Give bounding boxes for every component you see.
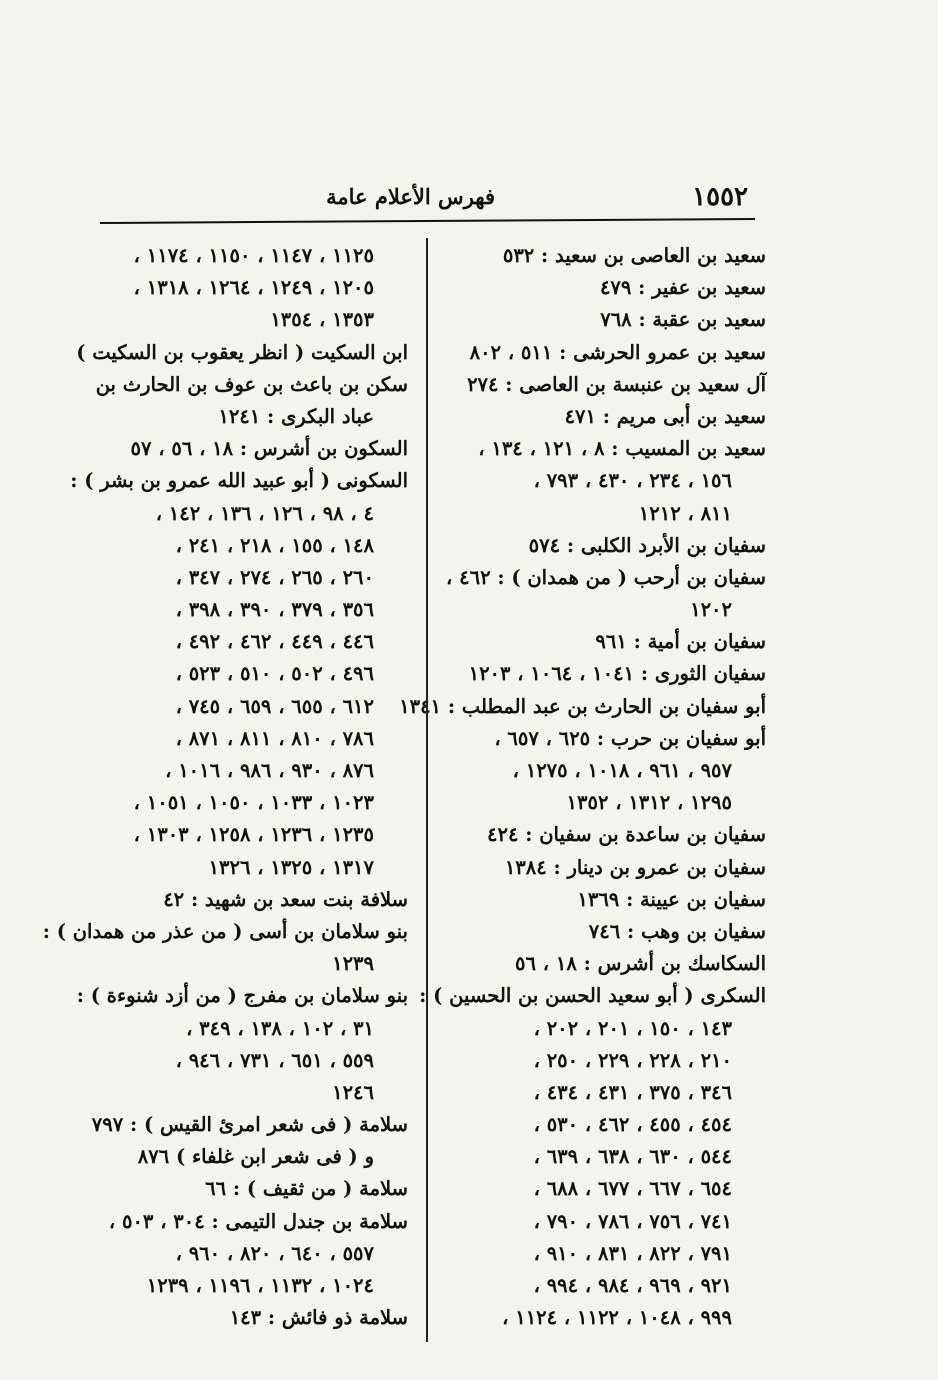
index-entry-line: سعيد بن عقبة : ٧٦٨ (600, 308, 766, 332)
index-entry-line: سفيان بن وهب : ٧٤٦ (588, 919, 766, 943)
index-entry-line: السكرى ( أبو سعيد الحسن بن الحسين ) : (419, 984, 766, 1008)
index-entry-line: سعيد بن أبى مريم : ٤٧١ (564, 404, 766, 428)
index-entry-line: ١١٢٥ ، ١١٤٧ ، ١١٥٠ ، ١١٧٤ ، (133, 244, 374, 267)
index-entry-line: أبو سفيان بن حرب : ٦٢٥ ، ٦٥٧ ، (494, 726, 766, 750)
index-entry-line: ١٢٠٥ ، ١٢٤٩ ، ١٢٦٤ ، ١٣١٨ ، (133, 276, 374, 300)
index-entry-line: ٨٧٦ ، ٩٣٠ ، ٩٨٦ ، ١٠١٦ ، (165, 759, 374, 782)
index-entry-line: ٤٩٦ ، ٥٠٢ ، ٥١٠ ، ٥٢٣ ، (175, 662, 374, 686)
index-entry-line: ١٣٥٣ ، ١٣٥٤ (270, 308, 374, 332)
index-entry-line: آل سعيد بن عنبسة بن العاصى : ٢٧٤ (467, 372, 766, 396)
index-entry-line: ٧٨٦ ، ٨١٠ ، ٨١١ ، ٨٧١ ، (175, 726, 374, 750)
index-entry-line: سفيان بن عمرو بن دينار : ١٣٨٤ (504, 855, 766, 879)
index-entry-line: ٨١١ ، ١٢١٢ (638, 501, 732, 525)
index-entry-line: عباد البكرى : ١٢٤١ (218, 404, 374, 428)
index-entry-line: ١٤٨ ، ١٥٥ ، ٢١٨ ، ٢٤١ ، (175, 533, 374, 557)
index-column-right (399, 240, 766, 1334)
index-entry-line: سعيد بن المسيب : ٨ ، ١٢١ ، ١٣٤ ، (478, 437, 766, 461)
index-entry-line: ٦٥٤ ، ٦٦٧ ، ٦٧٧ ، ٦٨٨ ، (533, 1177, 732, 1201)
index-entry-line: ٢٦٠ ، ٢٦٥ ، ٢٧٤ ، ٣٤٧ ، (175, 565, 374, 589)
index-entry-line: سفيان بن عيينة : ١٣٦٩ (577, 887, 766, 911)
index-entry-line: ٥٥٧ ، ٦٤٠ ، ٨٢٠ ، ٩٦٠ ، (175, 1241, 374, 1265)
index-entry-line: ٦١٢ ، ٦٥٥ ، ٦٥٩ ، ٧٤٥ ، (175, 694, 374, 718)
index-entry-line: ١٥٦ ، ٢٣٤ ، ٤٣٠ ، ٧٩٣ ، (533, 469, 732, 493)
index-entry-line: سفيان بن أمية : ٩٦١ (595, 630, 766, 654)
index-entry-line: ١٣١٧ ، ١٣٢٥ ، ١٣٢٦ (208, 855, 374, 879)
index-entry-line: بنو سلامان بن أسى ( من عذر من همدان ) : (42, 919, 408, 943)
index-entry-line: ٣٤٦ ، ٣٧٥ ، ٤٣١ ، ٤٣٤ ، (533, 1080, 732, 1104)
index-entry-line: ٩٥٧ ، ٩٦١ ، ١٠١٨ ، ١٢٧٥ ، (512, 759, 732, 782)
index-entry-line: السكونى ( أبو عبيد الله عمرو بن بشر ) : (70, 469, 408, 493)
index-entry-line: ٧٤١ ، ٧٥٦ ، ٧٨٦ ، ٧٩٠ ، (533, 1209, 732, 1233)
index-entry-line: سلامة ( فى شعر امرئ القيس ) : ٧٩٧ (91, 1113, 408, 1137)
column-divider (426, 238, 428, 1342)
index-entry-line: ٢١٠ ، ٢٢٨ ، ٢٢٩ ، ٢٥٠ ، (533, 1048, 732, 1072)
index-entry-line: أبو سفيان بن الحارث بن عبد المطلب : ١٣٤١ (399, 694, 766, 718)
index-entry-line: ٤٤٦ ، ٤٤٩ ، ٤٦٢ ، ٤٩٢ ، (175, 630, 374, 654)
index-entry-line: ٧٩١ ، ٨٢٢ ، ٨٣١ ، ٩١٠ ، (533, 1241, 732, 1265)
index-entry-line: ٤٥٤ ، ٤٥٥ ، ٤٦٢ ، ٥٣٠ ، (533, 1113, 732, 1137)
index-entry-line: ٣٥٦ ، ٣٧٩ ، ٣٩٠ ، ٣٩٨ ، (175, 598, 374, 622)
index-entry-line: سفيان بن ساعدة بن سفيان : ٤٢٤ (487, 823, 766, 847)
index-entry-line: السكون بن أشرس : ١٨ ، ٥٦ ، ٥٧ (130, 437, 408, 461)
index-entry-line: سلامة بن جندل التيمى : ٣٠٤ ، ٥٠٣ ، (108, 1209, 408, 1233)
index-entry-line: و ( فى شعر ابن غلفاء ) ٨٧٦ (137, 1145, 374, 1169)
page-number: ١٥٥٢ (692, 182, 748, 212)
index-entry-line: السكاسك بن أشرس : ١٨ ، ٥٦ (515, 952, 766, 976)
index-entry-line: سلامة ( من ثقيف ) : ٦٦ (205, 1177, 408, 1201)
index-column-left (42, 240, 408, 1334)
index-entry-line: ١٢٩٥ ، ١٣١٢ ، ١٣٥٢ (566, 791, 732, 815)
index-entry-line: ٥٤٤ ، ٦٣٠ ، ٦٣٨ ، ٦٣٩ ، (533, 1145, 732, 1169)
index-entry-line: ١٠٢٣ ، ١٠٣٣ ، ١٠٥٠ ، ١٠٥١ ، (133, 791, 374, 815)
index-entry-line: سفيان بن الأبرد الكلبى : ٥٧٤ (528, 533, 766, 557)
index-entry-line: سعيد بن العاصى بن سعيد : ٥٣٢ (502, 244, 766, 267)
index-entry-line: سعيد بن عفير : ٤٧٩ (599, 276, 766, 300)
index-entry-line: ابن السكيت ( انظر يعقوب بن السكيت ) (76, 340, 408, 364)
index-entry-line: ١٠٢٤ ، ١١٣٢ ، ١١٩٦ ، ١٢٣٩ (146, 1274, 374, 1297)
index-entry-line: ٣١ ، ١٠٢ ، ١٣٨ ، ٣٤٩ ، (186, 1016, 374, 1040)
index-entry-line: سلامة ذو فائش : ١٤٣ (229, 1306, 408, 1330)
index-entry-line: سلافة بنت سعد بن شهيد : ٤٢ (163, 887, 408, 911)
index-entry-line: ٤ ، ٩٨ ، ١٢٦ ، ١٣٦ ، ١٤٢ ، (155, 501, 374, 525)
index-entry-line: ١٢٣٩ (332, 952, 374, 976)
index-entry-line: ١٢٣٥ ، ١٢٣٦ ، ١٢٥٨ ، ١٣٠٣ ، (133, 823, 374, 847)
index-entry-line: سفيان بن أرحب ( من همدان ) : ٤٦٢ ، (446, 565, 766, 589)
index-entry-line: ١٢٠٢ (690, 598, 732, 622)
index-entry-line: بنو سلامان بن مفرج ( من أزد شنوءة ) : (76, 984, 408, 1008)
page-header (95, 180, 750, 224)
index-entry-line: ٥٥٩ ، ٦٥١ ، ٧٣١ ، ٩٤٦ ، (175, 1048, 374, 1072)
index-entry-line: سفيان الثورى : ١٠٤١ ، ١٠٦٤ ، ١٢٠٣ (468, 662, 766, 686)
index-entry-line: سكن بن باعث بن عوف بن الحارث بن (95, 372, 408, 396)
index-entry-line: ٩٩٩ ، ١٠٤٨ ، ١١٢٢ ، ١١٢٤ ، (502, 1306, 732, 1330)
index-entry-line: سعيد بن عمرو الحرشى : ٥١١ ، ٨٠٢ (469, 340, 766, 364)
index-entry-line: ٩٢١ ، ٩٦٩ ، ٩٨٤ ، ٩٩٤ ، (533, 1274, 732, 1297)
index-entry-line: ١٢٤٦ (332, 1080, 374, 1104)
running-title: فهرس الأعلام عامة (326, 184, 495, 209)
index-entry-line: ١٤٣ ، ١٥٠ ، ٢٠١ ، ٢٠٢ ، (533, 1016, 732, 1040)
